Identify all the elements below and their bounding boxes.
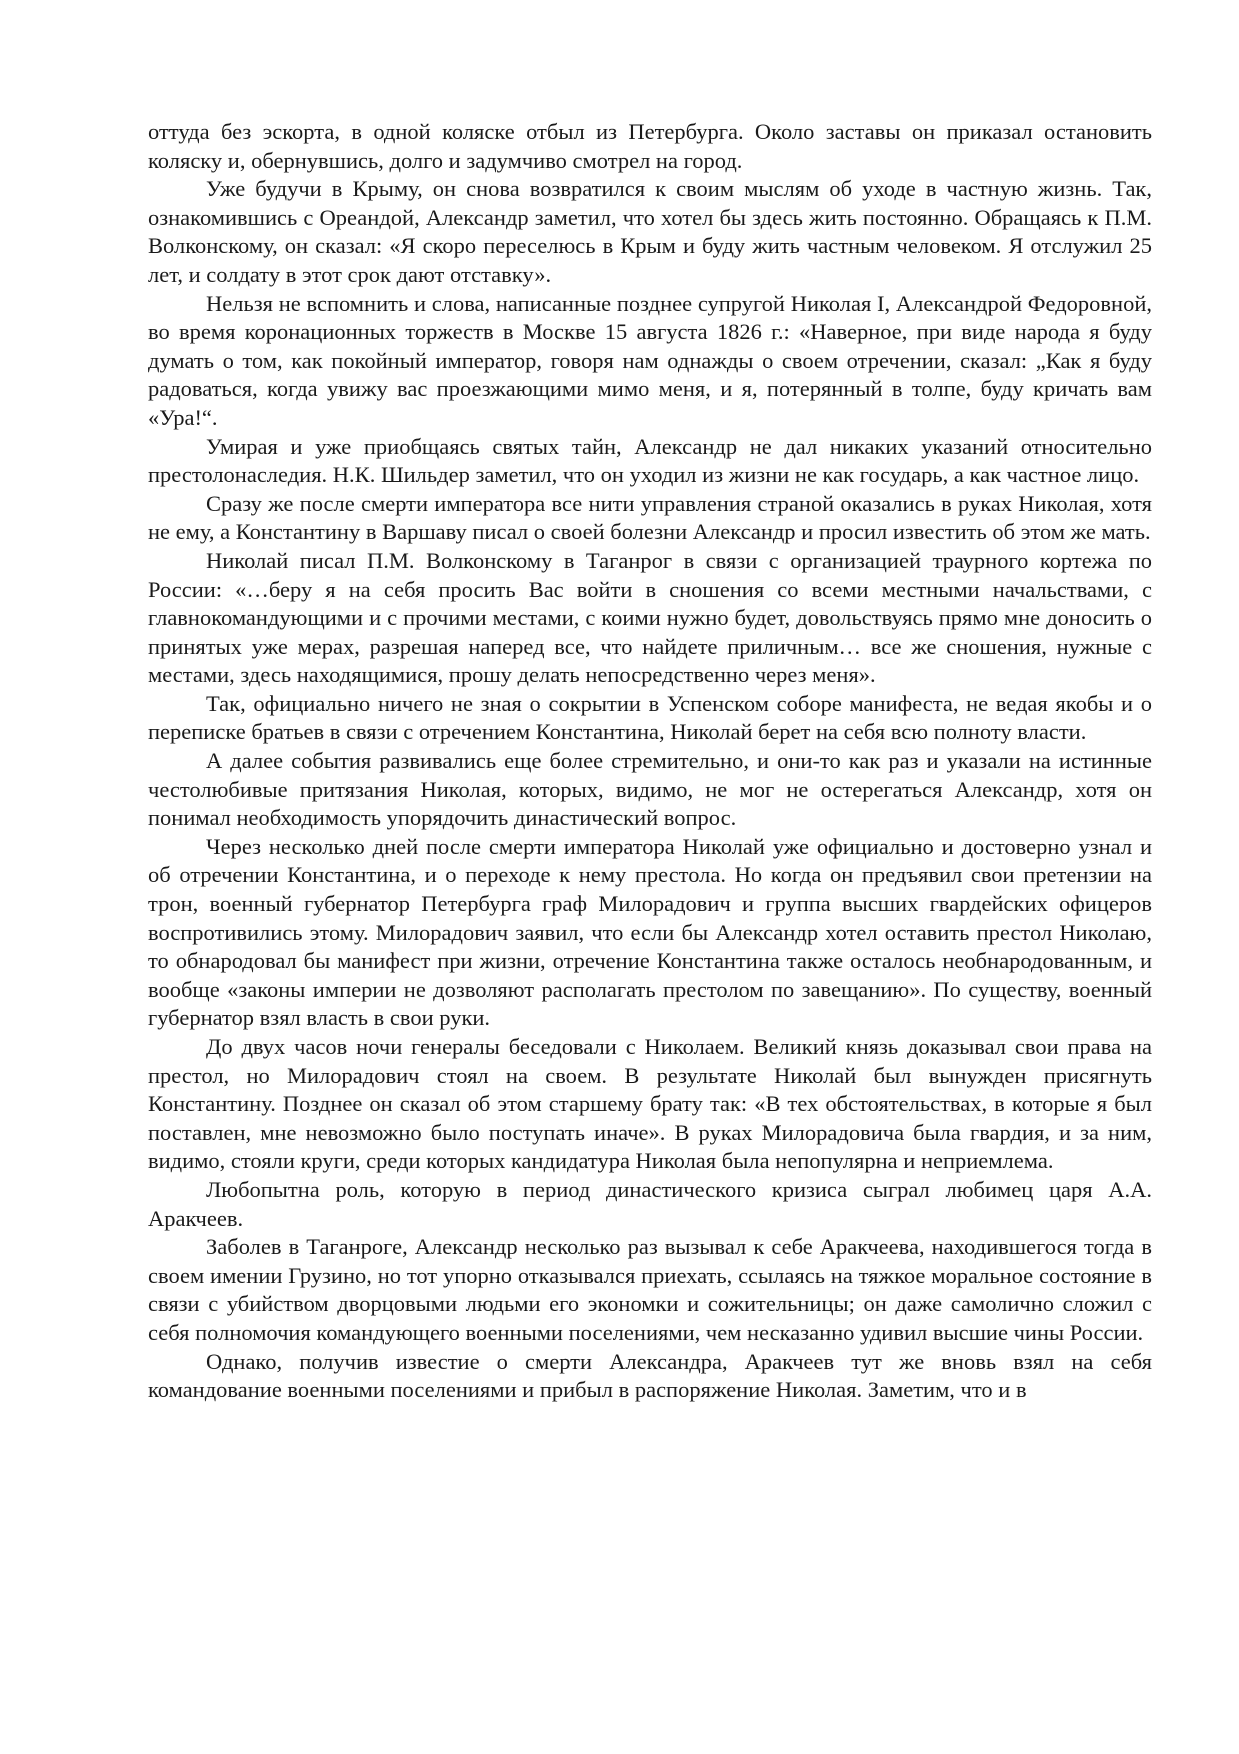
paragraph-6: Николай писал П.М. Волконскому в Таганрог в связи с организацией траурного кортежа по России: «…беру я на себя просить Вас войти в сношения со всеми местными начальствами, с главнокомандующими и с прочими местами, с коими нужно будет, довольствуясь прямо мне доносить о принятых уже мерах, разрешая наперед все, что найдете приличным… все же сношения, нужные с местами, здесь находящимися, прошу делать непосредственно через меня». — [148, 547, 1152, 688]
paragraph-4: Умирая и уже приобщаясь святых тайн, Александр не дал никаких указаний относительно престолонаследия. Н.К. Шильдер заметил, что он уходил из жизни не как государь, а как частное лицо. — [148, 433, 1152, 488]
paragraph-5: Сразу же после смерти императора все нити управления страной оказались в руках Николая, хотя не ему, а Константину в Варшаву писал о своей болезни Александр и просил известить об этом же мать. — [148, 490, 1152, 545]
paragraph-1: оттуда без эскорта, в одной коляске отбыл из Петербурга. Около заставы он приказал остановить коляску и, обернувшись, долго и задумчиво смотрел на город. — [148, 119, 1152, 173]
document-page — [148, 118, 1152, 1405]
paragraph-12: Заболев в Таганроге, Александр несколько раз вызывал к себе Аракчеева, находившегося тогда в своем имении Грузино, но тот упорно отказывался приехать, ссылаясь на тяжкое моральное состояние в связи с убийством дворцовыми людьми его экономки и сожительницы; он даже самолично сложил с себя полномочия командующего военными поселениями, чем несказанно удивил высшие чины России. — [148, 1234, 1152, 1345]
paragraph-2: Уже будучи в Крыму, он снова возвратился к своим мыслям об уходе в частную жизнь. Так, ознакомившись с Ореандой, Александр заметил, что хотел бы здесь жить постоянно. Обращаясь к П.М. Волконскому, он сказал: «Я скоро переселюсь в Крым и буду жить частным человеком. Я отслужил 25 лет, и солдату в этот срок дают отставку». — [148, 176, 1152, 287]
paragraph-10: До двух часов ночи генералы беседовали с Николаем. Великий князь доказывал свои права на престол, но Милорадович стоял на своем. В результате Николай был вынужден присягнуть Константину. Позднее он сказал об этом старшему брату так: «В тех обстоятельствах, в которые я был поставлен, мне невозможно было поступать иначе». В руках Милорадовича была гвардия, и за ним, видимо, стояли круги, среди которых кандидатура Николая была непопулярна и неприемлема. — [148, 1034, 1152, 1174]
paragraph-8: А далее события развивались еще более стремительно, и они-то как раз и указали на истинные честолюбивые притязания Николая, которых, видимо, не мог не остерегаться Александр, хотя он понимал необходимость упорядочить династический вопрос. — [148, 748, 1152, 831]
paragraph-7: Так, официально ничего не зная о сокрытии в Успенском соборе манифеста, не ведая якобы и о переписке братьев в связи с отречением Константина, Николай берет на себя всю полноту власти. — [148, 690, 1152, 745]
paragraph-13: Однако, получив известие о смерти Александра, Аракчеев тут же вновь взял на себя командование военными поселениями и прибыл в распоряжение Николая. Заметим, что и в — [148, 1348, 1152, 1403]
paragraph-9: Через несколько дней после смерти императора Николай уже официально и достоверно узнал и об отречении Константина, и о переходе к нему престола. Но когда он предъявил свои претензии на трон, военный губернатор Петербурга граф Милорадович и группа высших гвардейских офицеров воспротивились этому. Милорадович заявил, что если бы Александр хотел оставить престол Николаю, то обнародовал бы манифест при жизни, отречение Константина также осталось необнародованным, и вообще «законы империи не дозволяют располагать престолом по завещанию». По существу, военный губернатор взял власть в свои руки. — [148, 833, 1152, 1031]
paragraph-3: Нельзя не вспомнить и слова, написанные позднее супругой Николая I, Александрой Федоровной, во время коронационных торжеств в Москве 15 августа 1826 г.: «Наверное, при виде народа я буду думать о том, как покойный император, говоря нам однажды о своем отречении, сказал: „Как я буду радоваться, когда увижу вас проезжающими мимо меня, и я, потерянный в толпе, буду кричать вам «Ура!“. — [148, 290, 1152, 430]
paragraph-11: Любопытна роль, которую в период династического кризиса сыграл любимец царя А.А. Аракчеев. — [148, 1176, 1152, 1231]
